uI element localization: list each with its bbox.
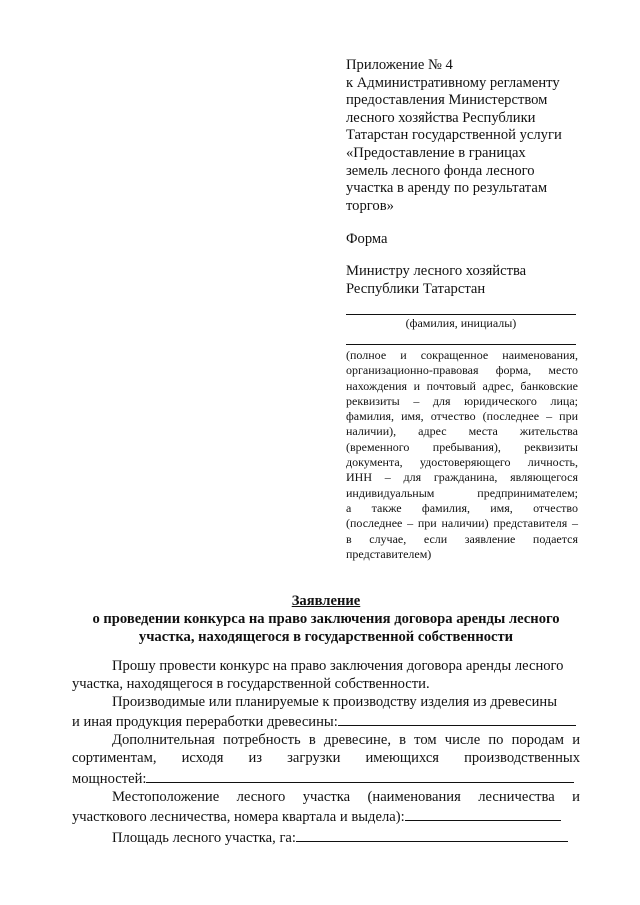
body-line: сортиментам, исходя из загрузки имеющихся производственных (72, 749, 580, 766)
applicant-caption-line: (временного пребывания), реквизиты (346, 439, 578, 454)
body-line: участка, находящегося в государственной собственности. (72, 675, 430, 692)
annex-line: «Предоставление в границах (346, 144, 526, 161)
addressee-line: Министру лесного хозяйства (346, 263, 527, 279)
body-line-text: Площадь лесного участка, га: (112, 830, 296, 847)
title-heading: Заявление (291, 593, 361, 609)
annex-line: лесного хозяйства Республики (346, 109, 536, 126)
body-line (72, 806, 580, 827)
body-line: Производимые или планируемые к производству изделия из древесины (112, 693, 558, 710)
annex-line: к Административному регламенту (346, 74, 560, 91)
location-fill-line[interactable] (405, 806, 561, 821)
body-line (72, 768, 580, 789)
applicant-caption-line: документа, удостоверяющего личность, (346, 455, 578, 470)
body-line (72, 827, 580, 848)
applicant-caption-line: а также фамилия, имя, отчество (346, 500, 578, 515)
body-line-text: участкового лесничества, номера квартала и выдела): (72, 809, 405, 826)
applicant-caption-line: фамилия, имя, отчество (последнее – при (346, 409, 578, 424)
addressee (346, 263, 526, 298)
demand-fill-line[interactable] (146, 768, 574, 783)
applicant-caption-line: наличии), адрес места жительства (346, 424, 578, 439)
annex-line: участка в аренду по результатам (346, 180, 548, 197)
applicant-caption-line: ИНН – для гражданина, являющегося (346, 470, 578, 485)
products-fill-line[interactable] (338, 711, 576, 726)
applicant-caption-line: индивидуальным предпринимателем; (346, 485, 578, 500)
area-fill-line[interactable] (296, 827, 568, 842)
applicant-caption-line: (полное и сокращенное наименования, (346, 348, 578, 362)
body-line: Прошу провести конкурс на право заключения договора аренды лесного (112, 658, 564, 674)
annex-line: торгов» (346, 197, 394, 214)
annex-line: Татарстан государственной услуги (346, 127, 562, 144)
form-label: Форма (346, 231, 388, 247)
applicant-caption-line: (последнее – при наличии) представителя – (346, 516, 578, 531)
annex-line: предоставления Министерством (346, 92, 548, 109)
body-line-text: мощностей: (72, 770, 147, 787)
applicant-caption-line: реквизиты – для юридического лица; (346, 393, 578, 408)
addressee-line: Республики Татарстан (346, 280, 486, 297)
applicant-caption-line: нахождения и почтовый адрес, банковские (346, 378, 578, 393)
applicant-caption-line: организационно-правовая форма, место (346, 363, 578, 378)
applicant-caption (346, 348, 578, 562)
name-caption: (фамилия, инициалы) (405, 316, 517, 330)
body-line (72, 711, 580, 732)
application-body (72, 658, 580, 848)
title-subline: о проведении конкурса на право заключения договора аренды лесного (92, 611, 560, 627)
body-line: Местоположение лесного участка (наименования лесничества и (112, 788, 580, 805)
title-subline: участка, находящегося в государственной собственности (138, 629, 514, 645)
annex-line: Приложение № 4 (346, 57, 453, 73)
applicant-fill-line[interactable] (346, 344, 576, 345)
applicant-caption-line: в случае, если заявление подается (346, 531, 578, 546)
annex-header (346, 57, 586, 215)
name-fill-line[interactable] (346, 314, 576, 315)
body-line-text: и иная продукция переработки древесины: (72, 714, 338, 731)
document-title (70, 592, 582, 646)
body-line: Дополнительная потребность в древесине, в том числе по породам и (112, 732, 580, 749)
annex-line: земель лесного фонда лесного (346, 162, 535, 179)
applicant-caption-line: представителем) (346, 546, 432, 561)
